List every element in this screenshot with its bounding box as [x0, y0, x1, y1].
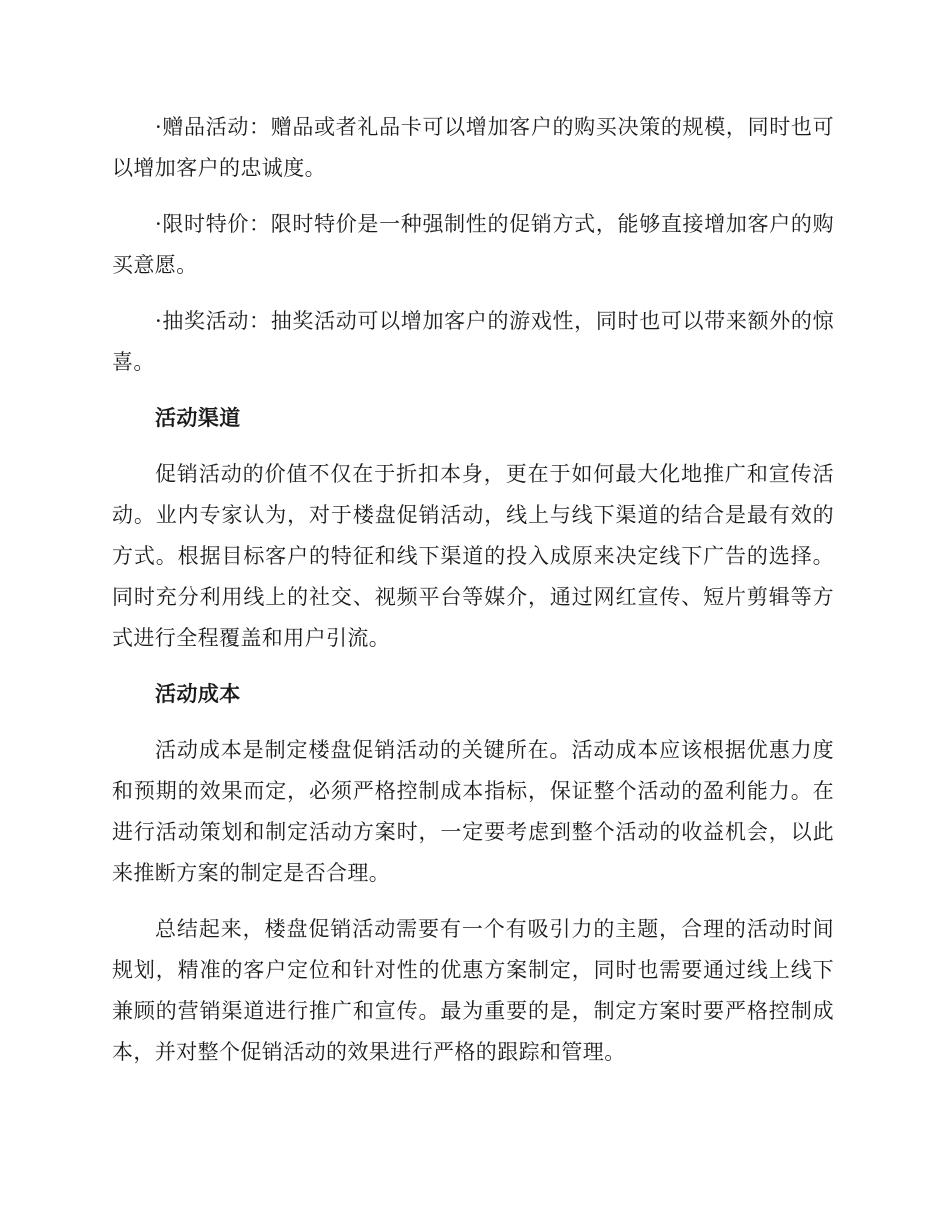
bullet-lottery-activity: ·抽奖活动：抽奖活动可以增加客户的游戏性，同时也可以带来额外的惊喜。 — [112, 309, 834, 374]
section-heading-cost: 活动成本 — [155, 682, 241, 706]
bullet-gift-activity: ·赠品活动：赠品或者礼品卡可以增加客户的购买决策的规模，同时也可以增加客户的忠诚度。 — [112, 115, 834, 180]
conclusion-paragraph: 总结起来，楼盘促销活动需要有一个有吸引力的主题，合理的活动时间规划，精准的客户定位和针对性的优惠方案制定，同时也需要通过线上线下兼顾的营销渠道进行推广和宣传。最为重要的是，制定方案时要严格控制成本，并对整个促销活动的效果进行严格的跟踪和管理。 — [112, 917, 834, 1064]
document-body — [112, 107, 834, 1073]
section-heading-channels: 活动渠道 — [155, 406, 241, 430]
section-body-channels: 促销活动的价值不仅在于折扣本身，更在于如何最大化地推广和宣传活动。业内专家认为，对于楼盘促销活动，线上与线下渠道的结合是最有效的方式。根据目标客户的特征和线下渠道的投入成原来决定线下广告的选择。同时充分利用线上的社交、视频平台等媒介，通过网红宣传、短片剪辑等方式进行全程覆盖和用户引流。 — [112, 462, 834, 650]
bullet-limited-time-offer: ·限时特价：限时特价是一种强制性的促销方式，能够直接增加客户的购买意愿。 — [112, 212, 834, 277]
section-body-cost: 活动成本是制定楼盘促销活动的关键所在。活动成本应该根据优惠力度和预期的效果而定，必须严格控制成本指标，保证整个活动的盈利能力。在进行活动策划和制定活动方案时，一定要考虑到整个活动的收益机会，以此来推断方案的制定是否合理。 — [112, 738, 834, 885]
